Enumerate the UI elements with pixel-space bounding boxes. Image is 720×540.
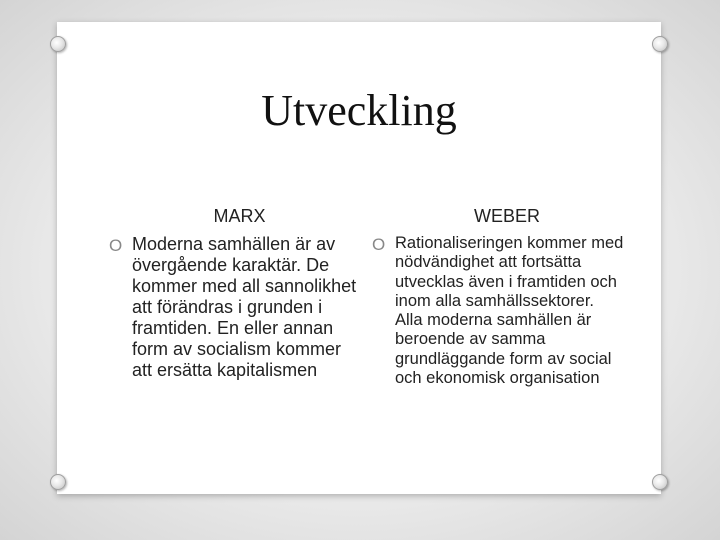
- column-heading-marx: MARX: [213, 206, 266, 226]
- slide: [57, 22, 661, 494]
- pushpin-icon: [652, 474, 668, 490]
- bullet-marker-icon: O: [109, 236, 123, 255]
- pushpin-icon: [50, 474, 66, 490]
- column-heading-weber: WEBER: [473, 206, 540, 226]
- bullet-marker-icon: O: [372, 235, 386, 254]
- pushpin-icon: [652, 36, 668, 52]
- bullet-text-weber: Rationaliseringen kommer med nödvändighet att fortsätta utvecklas även i framtiden och inom alla samhällssektorer. Alla moderna samhällen är beroende av samma grundläggande form av social och ekonomisk organisation: [395, 234, 624, 388]
- pushpin-icon: [50, 36, 66, 52]
- bullet-marx: [109, 234, 362, 381]
- bullet-weber: [372, 234, 625, 388]
- slide-title: Utveckling: [261, 86, 457, 135]
- bullet-text-marx: Moderna samhällen är av övergående karaktär. De kommer med all sannolikhet att förändras i grunden i framtiden. En eller annan form av socialism kommer att ersätta kapitalismen: [132, 234, 357, 380]
